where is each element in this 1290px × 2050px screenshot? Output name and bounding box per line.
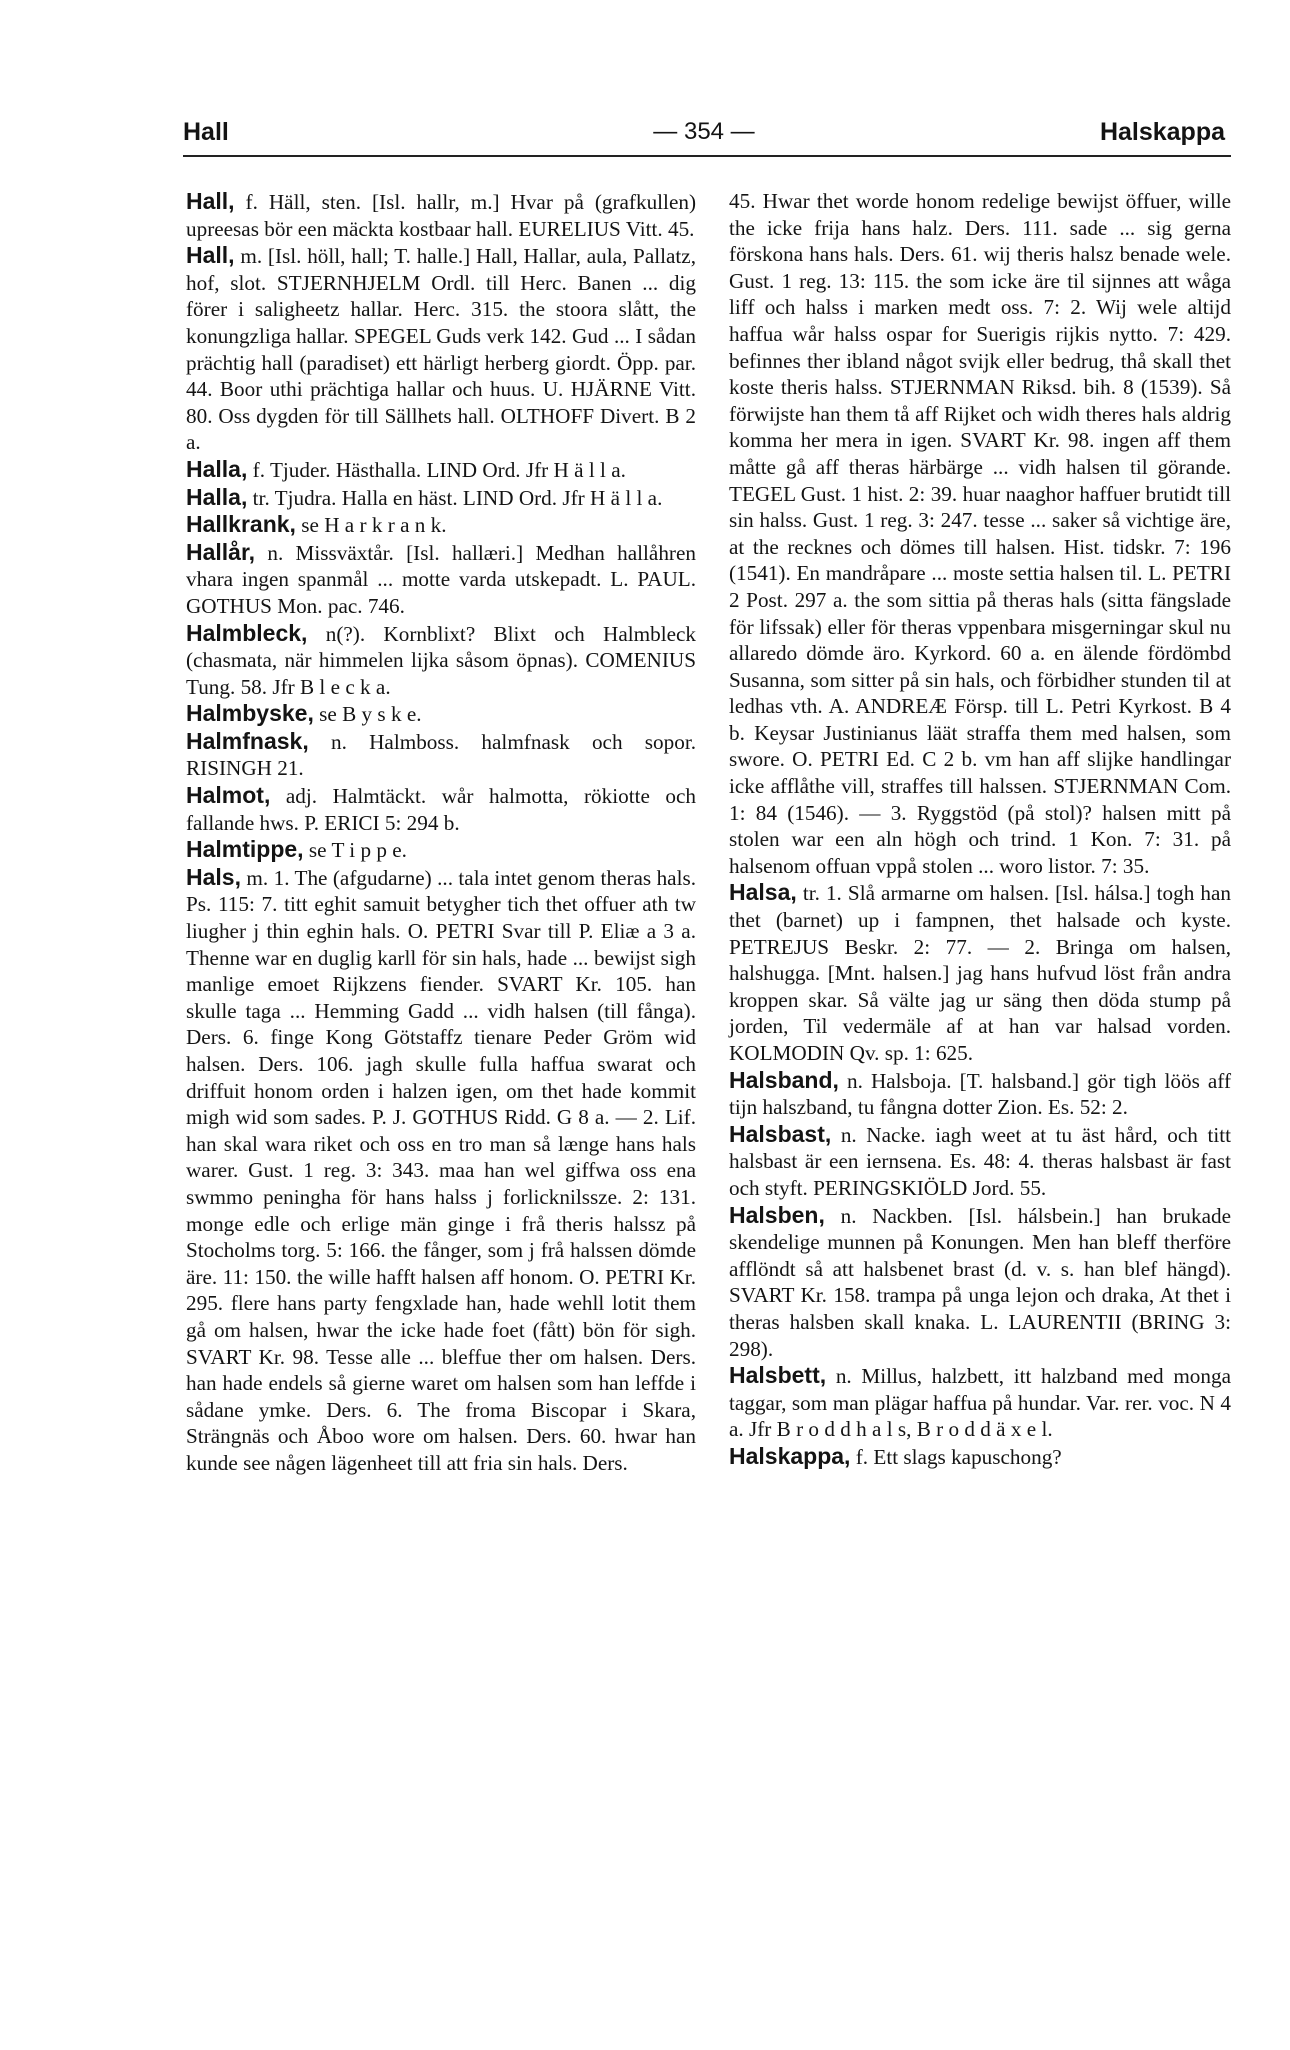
entry-headword: Halsbett,	[729, 1362, 827, 1389]
entry-headword: Halsbast,	[729, 1120, 832, 1147]
entry-text: se T i p p e.	[308, 838, 407, 863]
entry-headword: Hallkrank,	[186, 511, 296, 538]
dictionary-entry	[186, 188, 696, 242]
right-column	[729, 188, 1231, 1471]
entry-text: tr. 1. Slå armarne om halsen. [Isl. hálsa.] togh han thet (barnet) up i fampnen, thet halsade och kyste. PETREJUS Beskr. 2: 77. — 2. Bringa om halsen, halshugga. [Mnt. halsen.] jag hans hufvud löst från andra kroppen skar. Så välte jag ur säng then döda stump på jorden, Til vedermäle af at han var halsad vorden. KOLMODIN Qv. sp. 1: 625.	[729, 881, 1231, 1065]
entry-text: n. Halmboss. halmfnask och sopor. RISINGH 21.	[186, 729, 697, 781]
dictionary-entry-continuation	[729, 188, 1231, 879]
page-number: — 354 —	[653, 118, 755, 145]
entry-text: n. Halsboja. [T. halsband.] gör tigh löös aff tijn halszband, tu fångna dotter Zion. Es. 52: 2.	[729, 1068, 1232, 1120]
entry-headword: Halmbleck,	[186, 619, 308, 646]
entry-text: 45. Hwar thet worde honom redelige bewijst öffuer, wille the icke frija hans halz. Ders. 111. sade ... sig gerna förskona hans hals. Ders. 61. wij theris halsz benade wele. Gust. 1 reg. 13: 115. the som icke äre til sijnnes att wåga liff och halss i marken medt oss. 7: 2. Wij wele altijd haffua wår halss ospar for Suerigis rijkis nytto. 7: 429. befinnes ther ibland något svijk eller bedrug, thå skall thet koste theris halss. STJERNMAN Riksd. bih. 8 (1539). Så förwijste han them tå aff Rijket och widh theres hals aldrig komma her mera in igen. SVART Kr. 98. ingen aff them måtte gå aff theras härbärge ... vidh halsen til görande. TEGEL Gust. 1 hist. 2: 39. huar naaghor haffuer brutidt till sin halss. Gust. 1 reg. 3: 247. tesse ... saker så vichtige äre, at the recknes och dömes till halsen. Hist. tidskr. 7: 196 (1541). En mandråpare ... moste settia halsen til. L. PETRI 2 Post. 297 a. the som sittia på theras hals (sitta fängslade för lifssak) eller för theras vppenbara misgerningar skul nu allaredo dömde äro. Kyrkord. 60 a. en älende fördömbd Susanna, som sitter på sin hals, och förbidher stunden til at ledhas vth. A. ANDREÆ Försp. till L. Petri Kyrkost. B 4 b. Keysar Justinianus läät straffa them med halsen, som swore. O. PETRI Ed. C 2 b. vm han aff slijke handlingar icke afflåthe vill, straffes till halssen. STJERNMAN Com. 1: 84 (1546). — 3. Ryggstöd (på stol)? halsen mitt på stolen war een aln högh och trind. 1 Kon. 7: 31. på halsenom offuan vppå stolen ... woro listor. 7: 35.	[729, 189, 1231, 878]
entry-text: n. Missväxtår. [Isl. hallæri.] Medhan hallåhren vhara ingen spanmål ... motte varda utskepadt. L. PAUL. GOTHUS Mon. pac. 746.	[186, 540, 696, 618]
entry-text: f. Ett slags kapuschong?	[855, 1444, 1062, 1469]
entry-headword: Halmtippe,	[186, 836, 304, 863]
entry-text: n(?). Kornblixt? Blixt och Halmbleck (chasmata, när himmelen lijka såsom öpnas). COMENIUS Tung. 58. Jfr B l e c k a.	[186, 621, 696, 699]
entry-headword: Halmot,	[186, 782, 271, 809]
entry-text: m. 1. The (afgudarne) ... tala intet genom theras hals. Ps. 115: 7. titt eghit samuit betygher tich thet offuer ath tw liugher j thin eghin hals. O. PETRI Svar till P. Eliæ a 3 a. Thenne war en duglig karll för sin hals, hade ... bewijst sigh manlige emoet Rijkzens fiender. SVART Kr. 105. han skulle taga ... Hemming Gadd ... vidh halsen (till fånga). Ders. 6. finge Kong Götstaffz tienare Peder Gröm wid halsen. Ders. 106. jagh skulle fulla haffua swarat och driffuit honom orden i halzen igen, om thet hade kommit migh wid som sades. P. J. GOTHUS Ridd. G 8 a. — 2. Lif. han skal wara riket och oss en tro man så længe hans hals warer. Gust. 1 reg. 3: 343. maa han wel giffwa oss ena swmmo peningha för hans halss j forlicknilssze. 2: 131. monge edle och erlige män ginge i frå theris halssz på Stocholms torg. 5: 166. the fånger, som j frå halssen dömde äre. 11: 150. the wille hafft halsen aff honom. O. PETRI Kr. 295. flere hans party fengxlade han, hade wehll lotit them gå om halsen, hwar the icke hade foet (fått) bön för sigh. SVART Kr. 98. Tesse alle ... bleffue ther om halsen. Ders. han hade endels så gierne waret om halsen som han leffde i sådane ymke. Ders. 6. The froma Biscopar i Skara, Strängnäs och Åboo wore om halsen. Ders. 60. hwar han kunde see någen lägenheet till att fria sin hals. Ders.	[186, 865, 696, 1475]
dictionary-entry	[186, 782, 696, 836]
left-column	[186, 188, 696, 1477]
dictionary-entry	[186, 620, 696, 701]
dictionary-entry	[186, 539, 696, 620]
entry-text: n. Nacke. iagh weet at tu äst hård, och titt halsbast är een iernsena. Es. 48: 4. theras halsbast är fast och styft. PERINGSKIÖLD Jord. 55.	[729, 1122, 1231, 1200]
entry-headword: Halla,	[186, 483, 248, 510]
running-head-right: Halskappa	[1099, 118, 1225, 146]
dictionary-entry	[729, 879, 1231, 1066]
entry-text: tr. Tjudra. Halla en häst. LIND Ord. Jfr H ä l l a.	[252, 485, 663, 510]
entry-headword: Halmbyske,	[186, 700, 314, 727]
dictionary-entry	[729, 1443, 1231, 1471]
entry-text: se B y s k e.	[319, 702, 422, 727]
dictionary-entry	[729, 1362, 1231, 1443]
dictionary-entry	[729, 1121, 1231, 1202]
entry-headword: Halla,	[186, 455, 248, 482]
dictionary-entry	[186, 728, 696, 782]
dictionary-entry	[186, 456, 696, 484]
header-rule	[183, 155, 1231, 157]
entry-text: adj. Halmtäckt. wår halmotta, rökiotte och fallande hws. P. ERICI 5: 294 b.	[186, 784, 696, 835]
entry-headword: Hallår,	[186, 538, 256, 565]
entry-text: se H a r k r a n k.	[301, 513, 447, 538]
entry-headword: Halsa,	[729, 879, 797, 906]
entry-headword: Halsband,	[729, 1066, 839, 1093]
dictionary-entry	[186, 511, 696, 539]
entry-text: n. Millus, halzbett, itt halzband med monga taggar, som man plägar haffua på hundar. Var. rer. voc. N 4 a. Jfr B r o d d h a l s, B r o d d ä x e l.	[729, 1364, 1231, 1442]
running-head	[183, 118, 1225, 154]
entry-headword: Hall,	[186, 242, 235, 269]
entry-headword: Hall,	[186, 188, 235, 214]
dictionary-entry	[186, 484, 696, 512]
dictionary-entry	[729, 1067, 1231, 1121]
entry-headword: Hals,	[186, 863, 241, 890]
entry-text: f. Häll, sten. [Isl. hallr, m.] Hvar på (grafkullen) upreesas bör een mäckta kostbaar hall. EURELIUS Vitt. 45.	[186, 190, 697, 241]
entry-headword: Halsben,	[729, 1201, 825, 1228]
entry-headword: Halskappa,	[729, 1442, 851, 1469]
dictionary-entry	[186, 864, 696, 1477]
entry-text: m. [Isl. höll, hall; T. halle.] Hall, Hallar, aula, Pallatz, hof, slot. STJERNHJELM Ordl. till Herc. Banen ... dig förer i saligheetz hallar. Herc. 315. the stoora slått, the konungzliga hallar. SPEGEL Guds verk 142. Gud ... I sådan prächtig hall (paradiset) ett härligt herberg giordt. Öpp. par. 44. Boor uthi prächtiga hallar och huus. U. HJÄRNE Vitt. 80. Oss dygden för till Sällhets hall. OLTHOFF Divert. B 2 a.	[186, 244, 697, 455]
entry-headword: Halmfnask,	[186, 727, 309, 754]
dictionary-entry	[186, 836, 696, 864]
entry-text: f. Tjuder. Hästhalla. LIND Ord. Jfr H ä l l a.	[252, 457, 626, 482]
dictionary-entry	[186, 700, 696, 728]
dictionary-entry	[729, 1202, 1231, 1363]
entry-text: n. Nackben. [Isl. hálsbein.] han brukade skendelige munnen på Konungen. Men han bleff therföre afflöndt så att halsbenet brast (d. v. s. han blef hängd). SVART Kr. 158. trampa på unga lejon och draka, At thet i theras halsben skall knaka. L. LAURENTII (BRING 3: 298).	[729, 1203, 1231, 1361]
running-head-left: Hall	[183, 118, 229, 146]
dictionary-entry	[186, 242, 696, 456]
